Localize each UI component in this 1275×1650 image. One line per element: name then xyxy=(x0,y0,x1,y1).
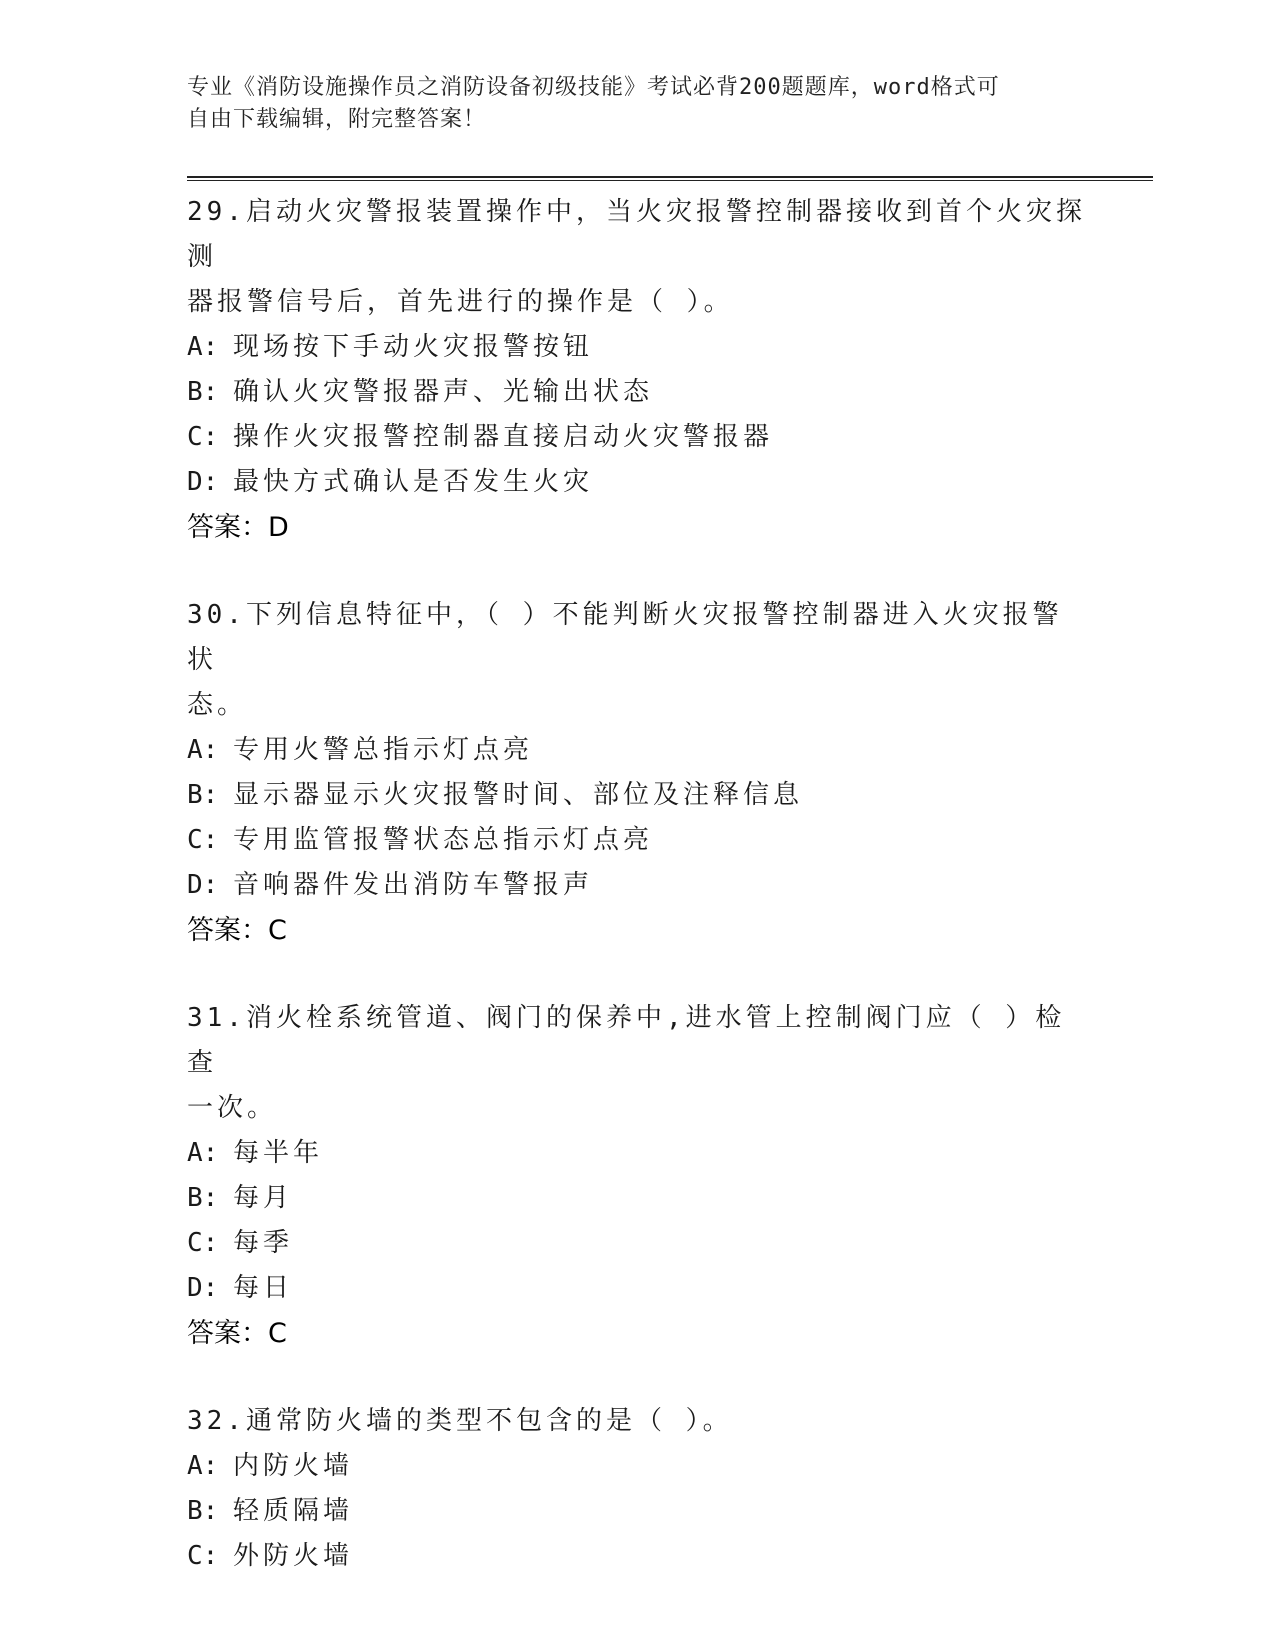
option-text: 每月 xyxy=(233,1183,294,1213)
option-letter: B: xyxy=(187,1496,219,1526)
header-line-2: 自由下载编辑，附完整答案！ xyxy=(187,107,487,132)
option-letter: A: xyxy=(187,332,219,362)
option-text: 外防火墙 xyxy=(233,1541,354,1571)
option-a xyxy=(187,1444,1087,1489)
option-text: 内防火墙 xyxy=(233,1451,354,1481)
option-a xyxy=(187,1131,1087,1176)
question-29 xyxy=(187,190,1087,551)
option-letter: B: xyxy=(187,780,219,810)
header-line-1: 专业《消防设施操作员之消防设备初级技能》考试必背200题题库，word格式可 xyxy=(187,75,1000,100)
option-c xyxy=(187,818,1087,863)
question-31 xyxy=(187,996,1087,1357)
question-list xyxy=(187,190,1087,1621)
answer-line: 答案：D xyxy=(187,512,289,543)
option-letter: A: xyxy=(187,1138,219,1168)
option-letter: B: xyxy=(187,1183,219,1213)
option-b xyxy=(187,370,1087,415)
question-stem-line: 一次。 xyxy=(187,1093,278,1123)
option-b xyxy=(187,1176,1087,1221)
option-letter: C: xyxy=(187,1541,219,1571)
option-text: 操作火灾报警控制器直接启动火灾警报器 xyxy=(233,422,774,452)
option-a xyxy=(187,325,1087,370)
option-letter: D: xyxy=(187,467,219,497)
option-text: 最快方式确认是否发生火灾 xyxy=(233,467,594,497)
option-letter: C: xyxy=(187,422,219,452)
option-letter: D: xyxy=(187,1273,219,1303)
option-text: 每季 xyxy=(233,1228,294,1258)
question-stem-line: 器报警信号后，首先进行的操作是（ ）。 xyxy=(187,287,734,317)
option-b xyxy=(187,773,1087,818)
option-c xyxy=(187,1534,1087,1579)
question-stem-line: 32.通常防火墙的类型不包含的是（ ）。 xyxy=(187,1406,733,1436)
question-stem-line: 30.下列信息特征中，（ ）不能判断火灾报警控制器进入火灾报警状 xyxy=(187,600,1063,675)
question-stem-line: 31.消火栓系统管道、阀门的保养中,进水管上控制阀门应（ ）检查 xyxy=(187,1003,1066,1078)
option-d xyxy=(187,863,1087,908)
answer-line: 答案：C xyxy=(187,1318,287,1349)
option-text: 确认火灾警报器声、光输出状态 xyxy=(233,377,654,407)
question-stem-line: 29.启动火灾警报装置操作中，当火灾报警控制器接收到首个火灾探测 xyxy=(187,197,1086,272)
option-text: 每日 xyxy=(233,1273,294,1303)
question-stem-line: 态。 xyxy=(187,690,248,720)
option-d xyxy=(187,460,1087,505)
option-letter: C: xyxy=(187,825,219,855)
option-letter: D: xyxy=(187,870,219,900)
question-30 xyxy=(187,593,1087,954)
option-a xyxy=(187,728,1087,773)
header-divider xyxy=(187,176,1153,181)
document-header xyxy=(187,72,1067,136)
option-text: 音响器件发出消防车警报声 xyxy=(233,870,594,900)
option-letter: C: xyxy=(187,1228,219,1258)
option-d xyxy=(187,1266,1087,1311)
option-text: 显示器显示火灾报警时间、部位及注释信息 xyxy=(233,780,804,810)
option-letter: B: xyxy=(187,377,219,407)
answer-line: 答案：C xyxy=(187,915,287,946)
option-text: 专用监管报警状态总指示灯点亮 xyxy=(233,825,654,855)
option-text: 每半年 xyxy=(233,1138,324,1168)
option-text: 现场按下手动火灾报警按钮 xyxy=(233,332,594,362)
option-text: 专用火警总指示灯点亮 xyxy=(233,735,534,765)
option-letter: A: xyxy=(187,1451,219,1481)
option-c xyxy=(187,1221,1087,1266)
question-32 xyxy=(187,1399,1087,1579)
option-c xyxy=(187,415,1087,460)
option-letter: A: xyxy=(187,735,219,765)
option-b xyxy=(187,1489,1087,1534)
option-text: 轻质隔墙 xyxy=(233,1496,354,1526)
